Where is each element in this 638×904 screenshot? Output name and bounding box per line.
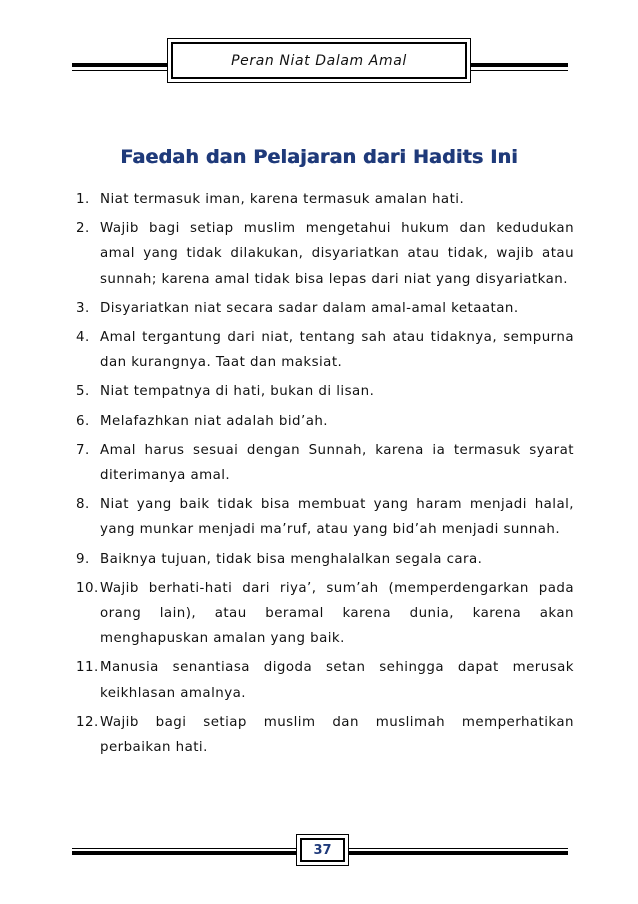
list-item xyxy=(76,492,574,542)
list-item-text: Amal tergantung dari niat, tentang sah atau tidaknya, sempurna dan kurangnya. Taat dan maksiat. xyxy=(100,330,574,371)
list-item xyxy=(76,655,574,705)
list-item-number: 1. xyxy=(76,192,90,207)
running-header-title: Peran Niat Dalam Amal xyxy=(171,42,467,79)
list-item-number: 11. xyxy=(76,660,99,676)
page-number: 37 xyxy=(300,838,345,862)
list-item-number: 4. xyxy=(76,330,90,346)
list-item-number: 3. xyxy=(76,300,90,316)
list-item-text: Disyariatkan niat secara sadar dalam amal-amal ketaatan. xyxy=(100,300,519,316)
list-item xyxy=(76,576,574,652)
list-item-text: Amal harus sesuai dengan Sunnah, karena ia termasuk syarat diterimanya amal. xyxy=(100,442,574,484)
list-item xyxy=(76,325,574,375)
running-header-box xyxy=(167,38,471,83)
list-item xyxy=(76,187,574,212)
list-item-text: Manusia senantiasa digoda setan sehingga dapat merusak keikhlasan amalnya. xyxy=(100,660,574,701)
section-title: Faedah dan Pelajaran dari Hadits Ini xyxy=(120,146,518,168)
list-item-text: Melafazhkan niat adalah bid’ah. xyxy=(100,413,328,429)
list-item xyxy=(76,710,574,760)
list-item xyxy=(76,216,574,292)
list-item xyxy=(76,547,574,572)
list-item-text: Niat termasuk iman, karena termasuk amalan hati. xyxy=(100,192,465,207)
list-item-text: Wajib bagi setiap muslim dan muslimah memperhatikan perbaikan hati. xyxy=(100,714,574,756)
list-item xyxy=(76,438,574,488)
list-item-number: 2. xyxy=(76,221,90,237)
list-item xyxy=(76,296,574,321)
list-item-text: Wajib bagi setiap muslim mengetahui hukum dan kedudukan amal yang tidak dilakukan, disyariatkan atau tidak, wajib atau sunnah; karena amal tidak bisa lepas dari niat yang disyariatkan. xyxy=(100,221,574,287)
list-item-number: 8. xyxy=(76,497,90,513)
list-item-number: 7. xyxy=(76,442,90,458)
list-item-number: 5. xyxy=(76,384,90,400)
list-item-number: 10. xyxy=(76,580,99,596)
list-item-text: Niat tempatnya di hati, bukan di lisan. xyxy=(100,384,375,400)
list-item-number: 6. xyxy=(76,413,90,429)
list-item-number: 9. xyxy=(76,551,90,567)
lesson-list xyxy=(76,187,574,764)
list-item-text: Wajib berhati-hati dari riya’, sum’ah (memperdengarkan pada orang lain), atau beramal karena dunia, karena akan menghapuskan amalan yang baik. xyxy=(100,580,574,647)
list-item xyxy=(76,379,574,404)
list-item-text: Baiknya tujuan, tidak bisa menghalalkan segala cara. xyxy=(100,551,483,567)
page-number-box xyxy=(296,834,349,866)
list-item-number: 12. xyxy=(76,714,99,730)
list-item xyxy=(76,409,574,434)
list-item-text: Niat yang baik tidak bisa membuat yang haram menjadi halal, yang munkar menjadi ma’ruf, atau yang bid’ah menjadi sunnah. xyxy=(100,497,574,538)
